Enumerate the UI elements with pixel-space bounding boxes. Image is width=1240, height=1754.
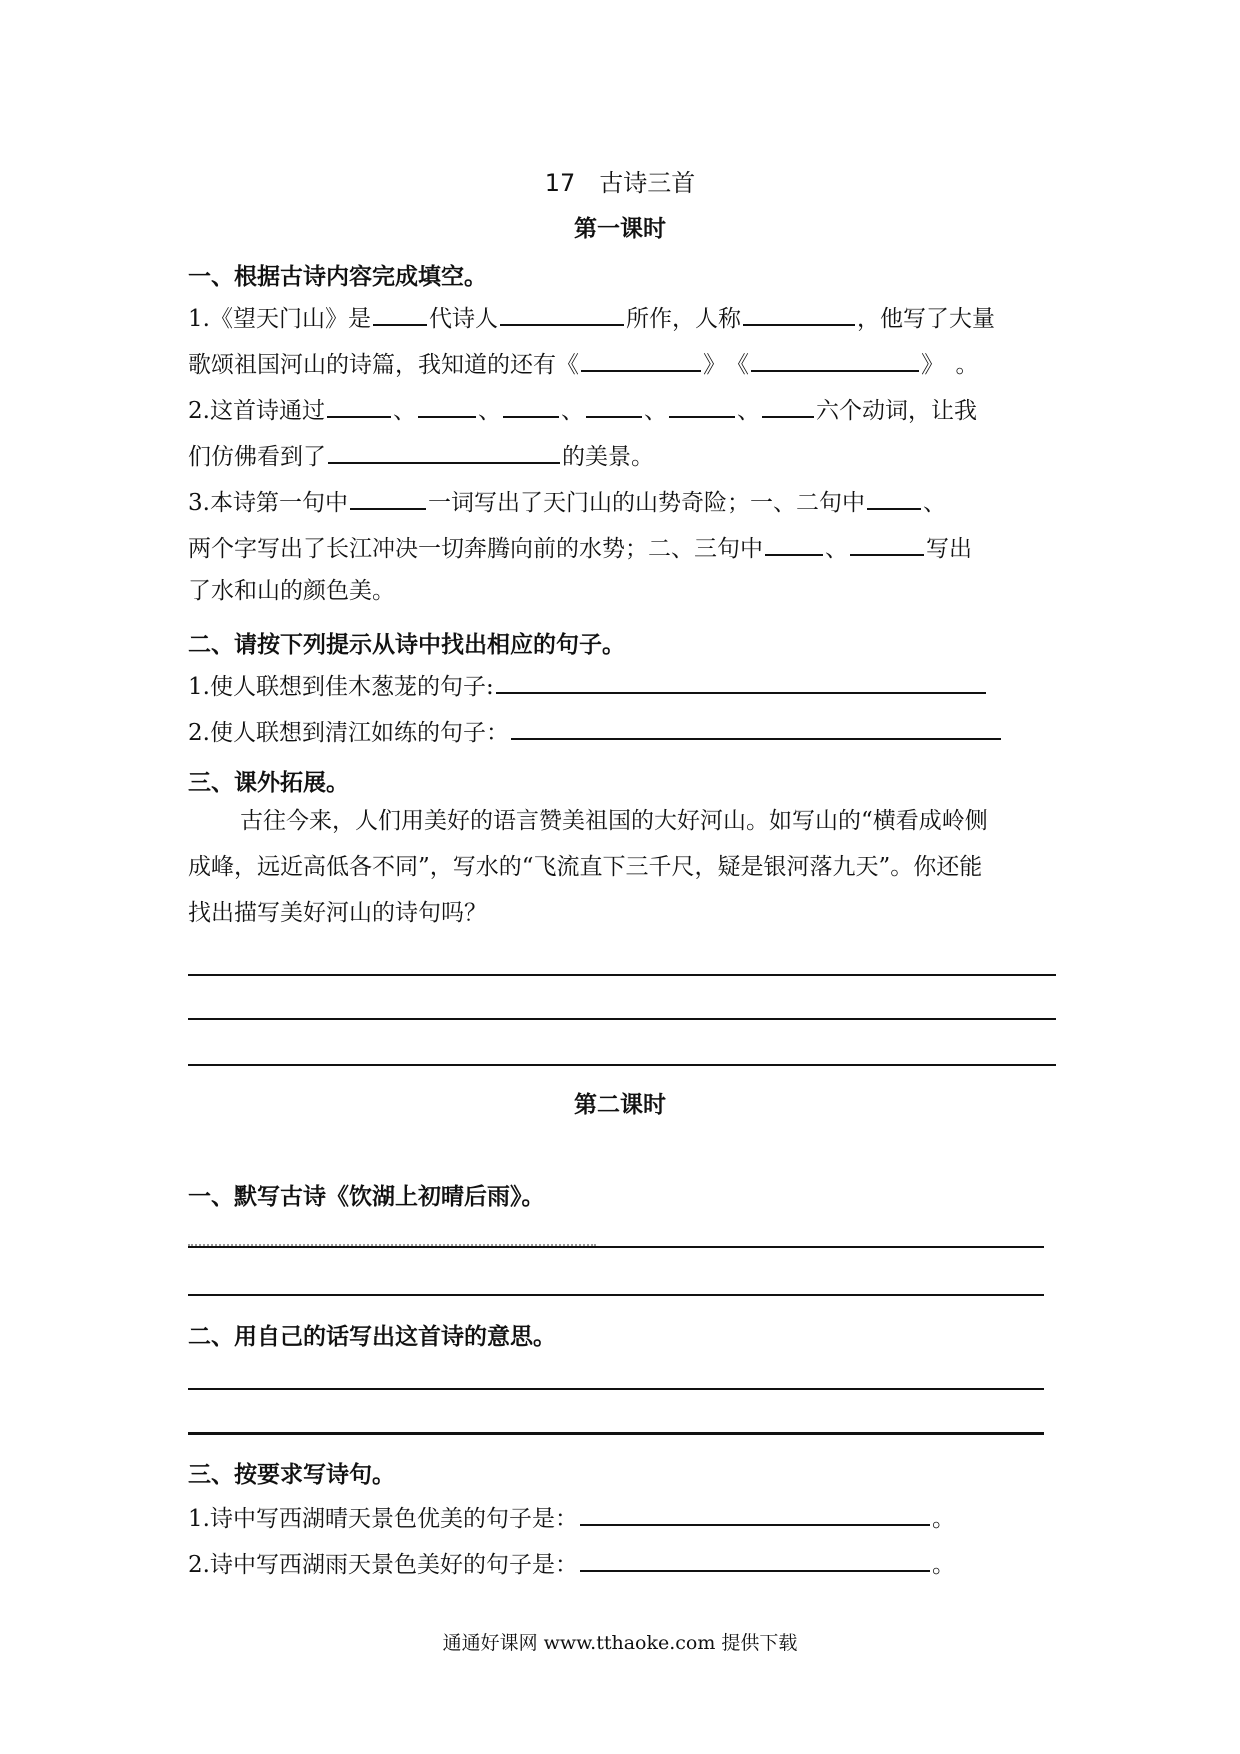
- l1-p2-q2: 2.使人联想到清江如练的句子：: [188, 714, 1003, 748]
- blank-q3-char-2[interactable]: [765, 530, 823, 556]
- poem-line-2[interactable]: [188, 1294, 1044, 1296]
- lesson2-part3-heading: 三、按要求写诗句。: [188, 1462, 395, 1488]
- answer-line-1[interactable]: [188, 974, 1056, 976]
- lesson1-part3-heading: 三、课外拓展。: [188, 770, 349, 796]
- blank-q3-char-1[interactable]: [867, 484, 921, 510]
- l1-p3-para-line1: 古往今来，人们用美好的语言赞美祖国的大好河山。如写山的“横看成岭侧: [240, 808, 988, 834]
- blank-dynasty[interactable]: [373, 300, 427, 326]
- blank-rainy-verse[interactable]: [580, 1546, 930, 1572]
- blank-p2-q1[interactable]: [496, 668, 986, 694]
- answer-line-3[interactable]: [188, 1064, 1056, 1066]
- l1-q3-line1: 3.本诗第一句中 一词写出了天门山的山势奇险；一、二句中 、: [188, 484, 946, 518]
- meaning-line-1[interactable]: [188, 1388, 1044, 1390]
- blank-poet-title[interactable]: [743, 300, 855, 326]
- lesson1-part2-heading: 二、请按下列提示从诗中找出相应的句子。: [188, 632, 625, 658]
- blank-verb-4[interactable]: [586, 392, 642, 418]
- l1-q3-line3: 了水和山的颜色美。: [188, 578, 395, 604]
- blank-q3-word[interactable]: [350, 484, 426, 510]
- l1-q2-line1: 2.这首诗通过 、 、 、 、 、 六个动词，让我: [188, 392, 977, 426]
- l1-p2-q1: 1.使人联想到佳木葱茏的句子:: [188, 668, 988, 702]
- meaning-line-2[interactable]: [188, 1432, 1044, 1435]
- lesson1-heading: 第一课时: [574, 216, 666, 242]
- l1-q2-line2: 们仿佛看到了 的美景。: [188, 438, 654, 472]
- blank-p2-q2[interactable]: [511, 714, 1001, 740]
- l2-p3-q2: 2.诗中写西湖雨天景色美好的句子是： 。: [188, 1546, 955, 1580]
- blank-poet[interactable]: [500, 300, 624, 326]
- lesson2-part1-heading: 一、默写古诗《饮湖上初晴后雨》。: [188, 1184, 545, 1210]
- blank-other-poem-1[interactable]: [581, 346, 701, 372]
- lesson2-heading: 第二课时: [574, 1092, 666, 1118]
- poem-line-1[interactable]: [188, 1246, 1044, 1248]
- blank-verb-2[interactable]: [418, 392, 476, 418]
- blank-verb-1[interactable]: [327, 392, 391, 418]
- blank-sunny-verse[interactable]: [580, 1500, 930, 1526]
- l1-q3-line2: 两个字写出了长江冲决一切奔腾向前的水势；二、三句中 、 写出: [188, 530, 972, 564]
- l2-p3-q1: 1.诗中写西湖晴天景色优美的句子是： 。: [188, 1500, 955, 1534]
- blank-verb-5[interactable]: [669, 392, 735, 418]
- blank-other-poem-2[interactable]: [751, 346, 919, 372]
- l1-p3-para-line2: 成峰，远近高低各不同”，写水的“飞流直下三千尺，疑是银河落九天”。你还能: [188, 854, 983, 880]
- l1-q1-line1: 1.《望天门山》是 代诗人 所作，人称 ，他写了大量: [188, 300, 995, 334]
- footer-credit: 通通好课网 www.tthaoke.com 提供下载: [442, 1632, 798, 1654]
- blank-verb-3[interactable]: [503, 392, 559, 418]
- l1-p3-para-line3: 找出描写美好河山的诗句吗？: [188, 900, 487, 926]
- lesson2-part2-heading: 二、用自己的话写出这首诗的意思。: [188, 1324, 556, 1350]
- l1-q1-line2: 歌颂祖国河山的诗篇，我知道的还有《 》 《 》 。: [188, 346, 979, 380]
- answer-line-2[interactable]: [188, 1018, 1056, 1020]
- blank-q3-char-3[interactable]: [850, 530, 924, 556]
- lesson1-part1-heading: 一、根据古诗内容完成填空。: [188, 264, 487, 290]
- blank-verb-6[interactable]: [762, 392, 814, 418]
- blank-scenery[interactable]: [328, 438, 560, 464]
- page-title: 17 古诗三首: [544, 169, 696, 197]
